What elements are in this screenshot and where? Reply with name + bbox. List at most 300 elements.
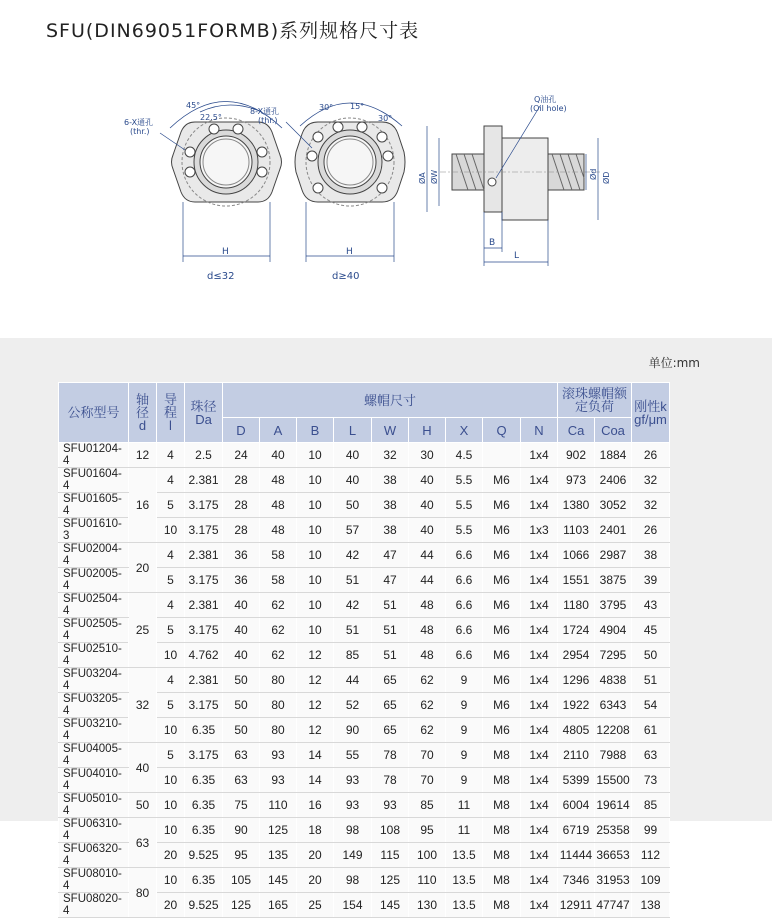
cell-model: SFU06310-4 — [59, 818, 129, 843]
cell-q: M6 — [483, 643, 521, 668]
cell-h: 48 — [409, 593, 446, 618]
cell-l: 4 — [157, 593, 185, 618]
cell-d: 36 — [223, 568, 260, 593]
cell-b: 10 — [297, 593, 334, 618]
cell-q: M6 — [483, 668, 521, 693]
cell-w: 38 — [372, 518, 409, 543]
cell-b: 16 — [297, 793, 334, 818]
cell-x: 11 — [446, 818, 483, 843]
cell-l: 5 — [157, 743, 185, 768]
cell-h: 48 — [409, 643, 446, 668]
cell-coa: 4904 — [595, 618, 632, 643]
cell-x: 5.5 — [446, 518, 483, 543]
cell-h: 130 — [409, 893, 446, 918]
cell-coa: 15500 — [595, 768, 632, 793]
cell-model: SFU02505-4 — [59, 618, 129, 643]
cell-q: M6 — [483, 493, 521, 518]
cell-h: 70 — [409, 743, 446, 768]
cell-l: 5 — [157, 618, 185, 643]
cell-a: 125 — [260, 818, 297, 843]
cell-l: 10 — [157, 643, 185, 668]
cell-h: 110 — [409, 868, 446, 893]
cell-k: 32 — [632, 468, 670, 493]
cell-q: M6 — [483, 543, 521, 568]
cell-model: SFU02004-4 — [59, 543, 129, 568]
cell-h: 44 — [409, 568, 446, 593]
cell-model: SFU04005-4 — [59, 743, 129, 768]
cell-a: 48 — [260, 493, 297, 518]
cell-w: 51 — [372, 643, 409, 668]
w-label: ØW — [430, 169, 439, 184]
angle15-label: 15° — [350, 102, 365, 111]
cell-b: 12 — [297, 668, 334, 693]
cell-d: 125 — [223, 893, 260, 918]
cell-n: 1x4 — [521, 893, 558, 918]
spec-table — [58, 382, 670, 918]
cell-n: 1x4 — [521, 743, 558, 768]
cell-k: 26 — [632, 443, 670, 468]
cell-k: 63 — [632, 743, 670, 768]
header-col-b: B — [297, 418, 334, 443]
cell-ca: 1551 — [558, 568, 595, 593]
cell-h: 62 — [409, 668, 446, 693]
cell-h: 30 — [409, 443, 446, 468]
cell-model: SFU03204-4 — [59, 668, 129, 693]
cell-h: 62 — [409, 693, 446, 718]
cell-n: 1x4 — [521, 793, 558, 818]
header-col-ca: Ca — [558, 418, 595, 443]
cell-w: 145 — [372, 893, 409, 918]
cell-w: 108 — [372, 818, 409, 843]
cell-q: M6 — [483, 518, 521, 543]
cell-coa: 3875 — [595, 568, 632, 593]
cell-l: 90 — [334, 718, 372, 743]
oil-hole-label-en: (Oil hole) — [530, 104, 567, 113]
cell-ca: 1296 — [558, 668, 595, 693]
cell-x: 9 — [446, 743, 483, 768]
cell-a: 93 — [260, 768, 297, 793]
cell-n: 1x4 — [521, 468, 558, 493]
cell-n: 1x4 — [521, 768, 558, 793]
cell-shaft-diameter: 80 — [129, 868, 157, 918]
cell-d: 28 — [223, 518, 260, 543]
cell-a: 135 — [260, 843, 297, 868]
cell-d: 63 — [223, 768, 260, 793]
cell-x: 6.6 — [446, 568, 483, 593]
cell-q: M6 — [483, 693, 521, 718]
cell-a: 58 — [260, 568, 297, 593]
header-nut-dimensions: 螺帽尺寸 — [223, 383, 558, 418]
cell-a: 62 — [260, 618, 297, 643]
cell-a: 62 — [260, 643, 297, 668]
cell-d: 28 — [223, 493, 260, 518]
cell-coa: 31953 — [595, 868, 632, 893]
cell-coa: 1884 — [595, 443, 632, 468]
cell-h: 40 — [409, 518, 446, 543]
cell-h: 100 — [409, 843, 446, 868]
cell-l: 93 — [334, 768, 372, 793]
header-col-d: D — [223, 418, 260, 443]
cell-l: 40 — [334, 443, 372, 468]
cell-a: 80 — [260, 693, 297, 718]
cell-da: 6.35 — [185, 793, 223, 818]
cell-n: 1x4 — [521, 868, 558, 893]
cell-d: 24 — [223, 443, 260, 468]
thr-label-1: (thr.) — [130, 127, 150, 136]
cell-ca: 7346 — [558, 868, 595, 893]
cell-b: 14 — [297, 768, 334, 793]
dd-label: ØD — [602, 171, 611, 184]
header-col-q: Q — [483, 418, 521, 443]
cell-x: 9 — [446, 768, 483, 793]
cell-d: 90 — [223, 818, 260, 843]
angle30b-label: 30° — [378, 114, 393, 123]
cell-l: 20 — [157, 843, 185, 868]
cell-da: 3.175 — [185, 618, 223, 643]
cell-k: 38 — [632, 543, 670, 568]
cell-q: M6 — [483, 568, 521, 593]
cell-b: 10 — [297, 443, 334, 468]
header-ball: 珠径Da — [185, 383, 223, 443]
cell-x: 6.6 — [446, 618, 483, 643]
cell-w: 115 — [372, 843, 409, 868]
cell-w: 32 — [372, 443, 409, 468]
cell-da: 3.175 — [185, 693, 223, 718]
cell-da: 2.381 — [185, 668, 223, 693]
cell-w: 47 — [372, 568, 409, 593]
cell-w: 65 — [372, 668, 409, 693]
cell-da: 6.35 — [185, 868, 223, 893]
angle22-label: 22.5° — [200, 113, 222, 122]
cell-l: 10 — [157, 818, 185, 843]
l-label: L — [514, 251, 520, 261]
cell-b: 12 — [297, 643, 334, 668]
cell-da: 2.381 — [185, 593, 223, 618]
cell-ca: 1922 — [558, 693, 595, 718]
cell-q: M8 — [483, 743, 521, 768]
table-row — [59, 818, 670, 843]
cell-d: 63 — [223, 743, 260, 768]
cell-d: 50 — [223, 693, 260, 718]
cell-l: 149 — [334, 843, 372, 868]
cell-l: 10 — [157, 718, 185, 743]
cell-da: 3.175 — [185, 518, 223, 543]
cell-n: 1x3 — [521, 518, 558, 543]
cell-w: 78 — [372, 743, 409, 768]
cell-k: 43 — [632, 593, 670, 618]
cell-ca: 6719 — [558, 818, 595, 843]
cell-d: 105 — [223, 868, 260, 893]
cell-w: 51 — [372, 618, 409, 643]
cell-shaft-diameter: 16 — [129, 468, 157, 543]
cell-model: SFU01204-4 — [59, 443, 129, 468]
table-row — [59, 743, 670, 768]
cell-coa: 4838 — [595, 668, 632, 693]
cell-model: SFU02504-4 — [59, 593, 129, 618]
cell-k: 99 — [632, 818, 670, 843]
cell-k: 45 — [632, 618, 670, 643]
cell-n: 1x4 — [521, 668, 558, 693]
cell-b: 14 — [297, 743, 334, 768]
cell-k: 73 — [632, 768, 670, 793]
page-title: SFU(DIN69051FORMB)系列规格尺寸表 — [46, 20, 420, 42]
cell-x: 11 — [446, 793, 483, 818]
cell-w: 51 — [372, 593, 409, 618]
cell-q: M8 — [483, 893, 521, 918]
cell-k: 39 — [632, 568, 670, 593]
cell-l: 93 — [334, 793, 372, 818]
header-col-n: N — [521, 418, 558, 443]
cell-coa: 36653 — [595, 843, 632, 868]
cell-l: 5 — [157, 568, 185, 593]
cell-coa: 2987 — [595, 543, 632, 568]
cell-coa: 47747 — [595, 893, 632, 918]
cell-ca: 1103 — [558, 518, 595, 543]
cell-model: SFU02510-4 — [59, 643, 129, 668]
cell-ca: 6004 — [558, 793, 595, 818]
cell-model: SFU01605-4 — [59, 493, 129, 518]
cell-q: M6 — [483, 718, 521, 743]
cell-d: 28 — [223, 468, 260, 493]
header-col-l: L — [334, 418, 372, 443]
cell-a: 48 — [260, 518, 297, 543]
cell-x: 6.6 — [446, 643, 483, 668]
cell-l: 4 — [157, 468, 185, 493]
header-col-coa: Coa — [595, 418, 632, 443]
cell-l: 44 — [334, 668, 372, 693]
cell-k: 51 — [632, 668, 670, 693]
cell-k: 138 — [632, 893, 670, 918]
table-row — [59, 443, 670, 468]
cell-coa: 3052 — [595, 493, 632, 518]
cell-x: 13.5 — [446, 843, 483, 868]
cell-w: 38 — [372, 468, 409, 493]
d-label: Ød — [589, 168, 598, 180]
cell-w: 125 — [372, 868, 409, 893]
cell-d: 50 — [223, 668, 260, 693]
cell-b: 20 — [297, 843, 334, 868]
cell-l: 57 — [334, 518, 372, 543]
cell-d: 36 — [223, 543, 260, 568]
cell-model: SFU08010-4 — [59, 868, 129, 893]
table-row — [59, 543, 670, 568]
cell-da: 3.175 — [185, 568, 223, 593]
cell-n: 1x4 — [521, 568, 558, 593]
cell-b: 10 — [297, 468, 334, 493]
cell-n: 1x4 — [521, 718, 558, 743]
cell-n: 1x4 — [521, 643, 558, 668]
cell-ca: 11444 — [558, 843, 595, 868]
cell-coa: 6343 — [595, 693, 632, 718]
unit-label: 单位:mm — [648, 356, 700, 370]
cell-da: 3.175 — [185, 493, 223, 518]
cell-w: 93 — [372, 793, 409, 818]
table-row — [59, 793, 670, 818]
caption-small: d≤32 — [207, 271, 235, 282]
cell-d: 75 — [223, 793, 260, 818]
cell-n: 1x4 — [521, 493, 558, 518]
cell-l: 50 — [334, 493, 372, 518]
cell-x: 13.5 — [446, 893, 483, 918]
cell-x: 6.6 — [446, 543, 483, 568]
cell-da: 2.381 — [185, 468, 223, 493]
header-col-x: X — [446, 418, 483, 443]
technical-drawing — [0, 80, 772, 295]
cell-w: 38 — [372, 493, 409, 518]
cell-d: 40 — [223, 593, 260, 618]
cell-ca: 2110 — [558, 743, 595, 768]
cell-b: 10 — [297, 568, 334, 593]
cell-model: SFU03210-4 — [59, 718, 129, 743]
cell-shaft-diameter: 63 — [129, 818, 157, 868]
cell-shaft-diameter: 12 — [129, 443, 157, 468]
cell-d: 40 — [223, 643, 260, 668]
cell-l: 51 — [334, 618, 372, 643]
cell-ca: 1380 — [558, 493, 595, 518]
cell-l: 154 — [334, 893, 372, 918]
header-rigidity: 刚性kgf/μm — [632, 383, 670, 443]
side-view — [427, 106, 600, 266]
cell-l: 10 — [157, 868, 185, 893]
cell-h: 95 — [409, 818, 446, 843]
header-col-a: A — [260, 418, 297, 443]
cell-shaft-diameter: 50 — [129, 793, 157, 818]
cell-n: 1x4 — [521, 818, 558, 843]
cell-k: 61 — [632, 718, 670, 743]
header-shaft: 轴径d — [129, 383, 157, 443]
cell-ca: 902 — [558, 443, 595, 468]
cell-da: 9.525 — [185, 893, 223, 918]
cell-da: 2.5 — [185, 443, 223, 468]
cell-a: 145 — [260, 868, 297, 893]
cell-h: 62 — [409, 718, 446, 743]
cell-shaft-diameter: 40 — [129, 743, 157, 793]
holes8-label: 8-X通孔 — [250, 107, 280, 116]
cell-coa: 7988 — [595, 743, 632, 768]
cell-shaft-diameter: 25 — [129, 593, 157, 668]
nut-diagram — [0, 80, 772, 295]
cell-l: 5 — [157, 693, 185, 718]
cell-model: SFU03205-4 — [59, 693, 129, 718]
cell-n: 1x4 — [521, 443, 558, 468]
cell-b: 25 — [297, 893, 334, 918]
cell-n: 1x4 — [521, 618, 558, 643]
cell-ca: 4805 — [558, 718, 595, 743]
table-row — [59, 468, 670, 493]
holes6-label: 6-X通孔 — [124, 118, 154, 127]
cell-b: 10 — [297, 543, 334, 568]
angle30a-label: 30° — [319, 103, 334, 112]
cell-d: 40 — [223, 618, 260, 643]
cell-coa: 12208 — [595, 718, 632, 743]
cell-l: 10 — [157, 518, 185, 543]
cell-l: 51 — [334, 568, 372, 593]
cell-l: 4 — [157, 668, 185, 693]
spec-table-panel — [0, 338, 772, 917]
table-row — [59, 593, 670, 618]
header-col-w: W — [372, 418, 409, 443]
cell-x: 5.5 — [446, 493, 483, 518]
cell-model: SFU04010-4 — [59, 768, 129, 793]
cell-a: 48 — [260, 468, 297, 493]
cell-n: 1x4 — [521, 593, 558, 618]
cell-h: 40 — [409, 468, 446, 493]
cell-coa: 3795 — [595, 593, 632, 618]
cell-k: 32 — [632, 493, 670, 518]
cell-l: 10 — [157, 768, 185, 793]
cell-w: 78 — [372, 768, 409, 793]
cell-l: 42 — [334, 593, 372, 618]
cell-l: 20 — [157, 893, 185, 918]
table-row — [59, 668, 670, 693]
cell-w: 65 — [372, 693, 409, 718]
cell-model: SFU02005-4 — [59, 568, 129, 593]
cell-ca: 1724 — [558, 618, 595, 643]
cell-a: 40 — [260, 443, 297, 468]
cell-q: M8 — [483, 793, 521, 818]
oil-hole-label-cn: Q油孔 — [534, 95, 557, 104]
header-lead: 导程l — [157, 383, 185, 443]
cell-ca: 2954 — [558, 643, 595, 668]
cell-b: 12 — [297, 718, 334, 743]
cell-k: 85 — [632, 793, 670, 818]
cell-h: 40 — [409, 493, 446, 518]
header-load: 滚珠螺帽额定负荷 — [558, 383, 632, 418]
cell-model: SFU01610-3 — [59, 518, 129, 543]
cell-ca: 973 — [558, 468, 595, 493]
cell-h: 44 — [409, 543, 446, 568]
cell-x: 13.5 — [446, 868, 483, 893]
cell-l: 85 — [334, 643, 372, 668]
cell-h: 85 — [409, 793, 446, 818]
cell-l: 42 — [334, 543, 372, 568]
cell-da: 3.175 — [185, 743, 223, 768]
cell-h: 48 — [409, 618, 446, 643]
header-col-h: H — [409, 418, 446, 443]
caption-large: d≥40 — [332, 271, 360, 282]
cell-q — [483, 443, 521, 468]
cell-k: 112 — [632, 843, 670, 868]
cell-model: SFU05010-4 — [59, 793, 129, 818]
cell-n: 1x4 — [521, 543, 558, 568]
b-label: B — [489, 238, 496, 248]
cell-shaft-diameter: 32 — [129, 668, 157, 743]
cell-q: M6 — [483, 618, 521, 643]
cell-a: 93 — [260, 743, 297, 768]
cell-b: 10 — [297, 518, 334, 543]
cell-coa: 7295 — [595, 643, 632, 668]
cell-q: M8 — [483, 843, 521, 868]
a-label: ØA — [418, 172, 427, 184]
cell-l: 52 — [334, 693, 372, 718]
cell-l: 4 — [157, 543, 185, 568]
cell-ca: 5399 — [558, 768, 595, 793]
cell-q: M8 — [483, 768, 521, 793]
thr-label-2: (thr.) — [258, 116, 278, 125]
cell-l: 55 — [334, 743, 372, 768]
flange-view-small — [160, 102, 282, 263]
cell-l: 5 — [157, 493, 185, 518]
cell-da: 6.35 — [185, 718, 223, 743]
cell-da: 9.525 — [185, 843, 223, 868]
cell-coa: 2406 — [595, 468, 632, 493]
cell-l: 98 — [334, 818, 372, 843]
cell-b: 18 — [297, 818, 334, 843]
cell-model: SFU01604-4 — [59, 468, 129, 493]
cell-da: 2.381 — [185, 543, 223, 568]
cell-w: 47 — [372, 543, 409, 568]
cell-k: 109 — [632, 868, 670, 893]
